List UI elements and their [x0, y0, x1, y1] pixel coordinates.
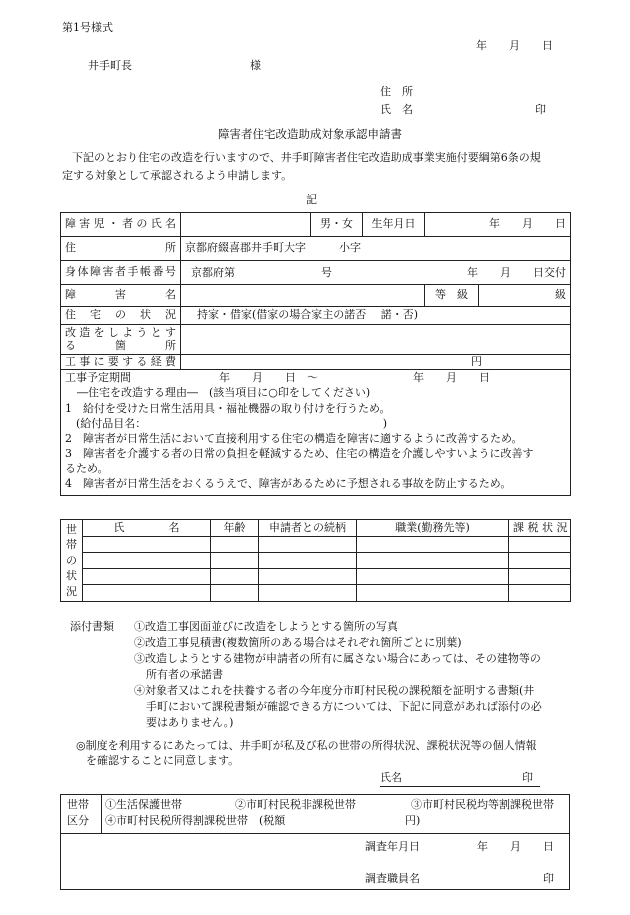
consent-name-label: 氏名 [380, 771, 402, 784]
intro-line-2: 定する対象として承認されるよう申請します。 [62, 169, 293, 182]
cost-unit: 円 [471, 354, 482, 368]
reason-cell [61, 370, 571, 496]
recipient-name: 井手町長 [88, 59, 132, 72]
period-to[interactable]: 年 月 日 [413, 371, 490, 384]
household-row [61, 585, 571, 602]
reason-3[interactable]: 3 障害者を介護する者の日常の負担を軽減するため、住宅の構造を介護しやすいように改善す [65, 447, 534, 460]
reason-1-item[interactable]: (給付品目名： ) [65, 417, 388, 430]
household-row [61, 537, 571, 553]
main-table [60, 212, 571, 496]
col-age: 年齢 [211, 520, 259, 537]
household-category-row [61, 795, 569, 834]
certificate-date: 年 月 日交付 [467, 266, 566, 279]
household-row [61, 569, 571, 585]
reason-2[interactable]: 2 障害者が日常生活において直接利用する住宅の構造を障害に適するように改善するため。 [65, 432, 523, 445]
application-date: 年 月 日 [476, 39, 553, 52]
housing-field[interactable]: 持家・借家(借家の場合家主の諾否 諾・否) [181, 307, 571, 325]
applicant-seal: 印 [535, 103, 546, 116]
name-field[interactable] [181, 213, 311, 237]
certificate-pref: 京都府第 [191, 266, 235, 279]
consent-line-1: ◎制度を利用するにあたっては、井手町が私及び私の世帯の所得状況、課税状況等の個人情報 [76, 739, 537, 752]
reason-4[interactable]: 4 障害者が日常生活をおくるうえで、障害があるために予想される事故を防止するため。 [65, 477, 512, 490]
reason-3-cont[interactable]: るため。 [65, 462, 109, 475]
certificate-field[interactable] [181, 261, 571, 285]
location-label [61, 325, 181, 355]
ki-heading: 記 [306, 193, 317, 206]
category-opt-3[interactable]: ③市町村民税均等割課税世帯 [411, 798, 554, 811]
col-tax: 課 税 状 況 [509, 520, 571, 537]
surveyor-label: 調査職員名 [365, 872, 420, 885]
attachment-2: ②改造工事見積書(複数箇所のある場合はそれぞれ箇所ごとに別葉) [134, 636, 462, 649]
period-label: 工事予定期間 [65, 371, 131, 384]
category-opt-4-end: 円) [405, 814, 421, 827]
surveyor-seal: 印 [543, 872, 554, 885]
consent-line-2: を確認することに同意します。 [86, 754, 240, 767]
applicant-name-label: 氏 名 [380, 103, 413, 116]
attachment-3: ③改造しようとする建物が申請者の所有に属さない場合にあっては、その建物等の [134, 652, 541, 665]
survey-date-field[interactable]: 年 月 日 [477, 840, 554, 853]
location-field[interactable] [181, 325, 571, 355]
household-side-label: 世 帯 の 状 況 [61, 520, 83, 602]
birth-label: 生年月日 [363, 213, 425, 237]
location-label-line-2: る 箇 所 [65, 338, 176, 352]
survey-date-label: 調査年月日 [365, 840, 420, 853]
attachment-4-cont-2: 要はありません。) [146, 716, 234, 729]
category-opt-1[interactable]: ①生活保護世帯 [105, 798, 182, 811]
col-name: 氏 名 [83, 520, 211, 537]
household-table [60, 519, 571, 602]
form-number: 第1号様式 [62, 21, 113, 34]
reason-title: ―住宅を改造する理由― (該当項目に○印をしてください) [77, 386, 371, 399]
page-title: 障害者住宅改造助成対象承認申請書 [218, 127, 402, 141]
attachments-label: 添付書類 [70, 620, 114, 633]
cost-field[interactable] [181, 355, 571, 370]
attachment-4-cont-1: 手町において課税書類が確認できる方については、下記に同意があれば添付の必 [146, 700, 542, 713]
address-label: 住 所 [61, 237, 181, 261]
birth-field[interactable]: 年 月 日 [425, 213, 571, 237]
attachment-4: ④対象者又はこれを扶養する者の今年度分市町村民税の課税額を証明する書類(井 [134, 684, 535, 697]
attachment-1: ①改造工事図面並びに改造をしようとする箇所の写真 [134, 620, 398, 633]
reason-1[interactable]: 1 給付を受けた日常生活用具・福祉機器の取り付けを行うため。 [65, 402, 391, 415]
applicant-address-label: 住 所 [380, 85, 413, 98]
gender-field[interactable]: 男・女 [311, 213, 363, 237]
consent-seal: 印 [522, 771, 533, 784]
housing-label: 住 宅 の 状 況 [61, 307, 181, 325]
category-opt-2[interactable]: ②市町村民税非課税世帯 [235, 798, 356, 811]
location-label-line-1: 改造をしようとす [65, 325, 176, 339]
attachment-3-cont: 所有者の承諾書 [146, 668, 223, 681]
certificate-label: 身体障害者手帳番号 [61, 261, 181, 285]
col-occupation: 職業(勤務先等) [357, 520, 509, 537]
category-label: 世帯 区分 [61, 795, 102, 833]
office-box [60, 794, 570, 890]
cost-label: 工事に要する経費 [61, 355, 181, 370]
disability-label: 障 害 名 [61, 285, 181, 307]
grade-field[interactable]: 級 [479, 285, 571, 307]
disability-field[interactable] [181, 285, 425, 307]
consent-signature-line[interactable] [380, 772, 540, 787]
recipient-honorific: 様 [250, 59, 261, 72]
household-row [61, 553, 571, 569]
category-opt-4[interactable]: ④市町村民税所得割課税世帯 (税額 [105, 814, 286, 827]
col-relation: 申請者との続柄 [259, 520, 357, 537]
address-field[interactable]: 京都府綴喜郡井手町大字 小字 [181, 237, 571, 261]
certificate-no: 号 [321, 266, 332, 279]
intro-line-1: 下記のとおり住宅の改造を行いますので、井手町障害者住宅改造助成事業実施付要綱第6条の規 [72, 151, 541, 164]
period-from[interactable]: 年 月 日 ～ [219, 371, 318, 384]
name-label: 障害児・者の氏名 [61, 213, 181, 237]
grade-label: 等 級 [425, 285, 479, 307]
